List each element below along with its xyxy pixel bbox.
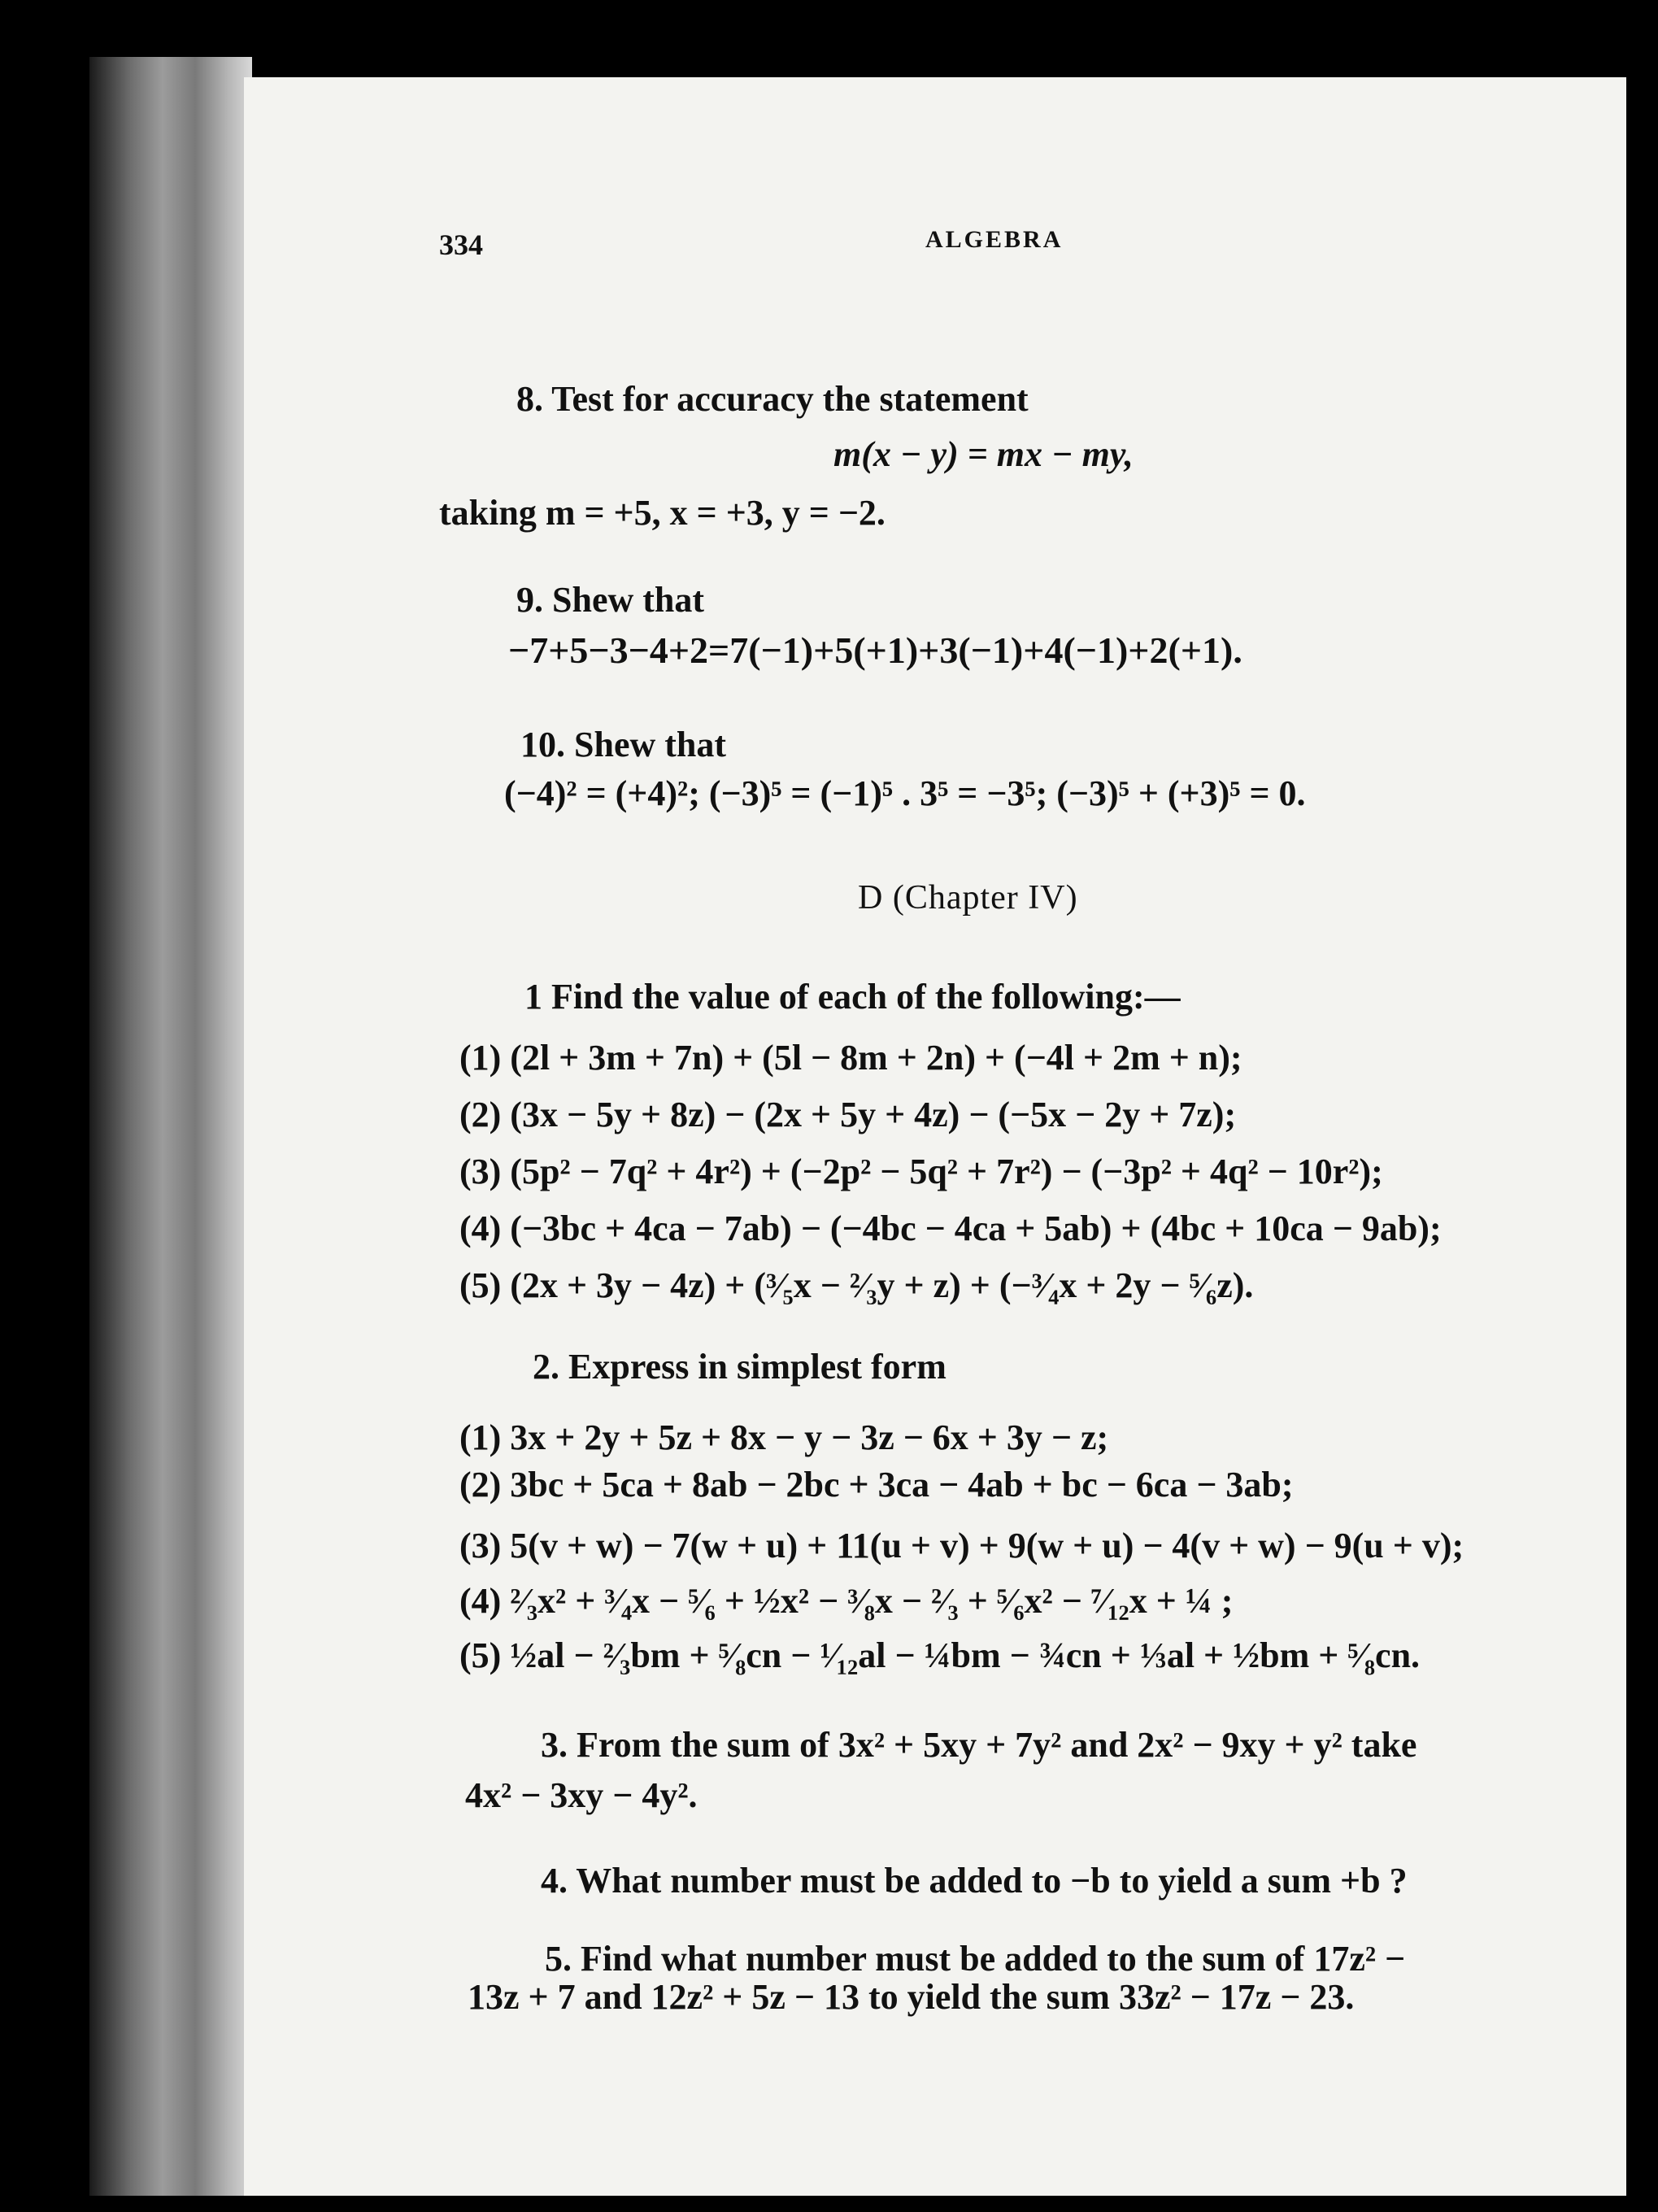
q2-item-3: (3) 5(v + w) − 7(w + u) + 11(u + v) + 9(w + u) − 4(v + w) − 9(u + v); [459,1526,1464,1565]
q2-item-2: (2) 3bc + 5ca + 8ab − 2bc + 3ca − 4ab + bc − 6ca − 3ab; [459,1465,1294,1504]
q4-line-1: 4. What number must be added to −b to yield a sum +b ? [541,1861,1408,1901]
q5-line-1: 5. Find what number must be added to the sum of 17z² − [545,1939,1406,1979]
problem-8-equation: m(x − y) = mx − my, [833,434,1134,474]
q1-item-3: (3) (5p² − 7q² + 4r²) + (−2p² − 5q² + 7r²) − (−3p² + 4q² − 10r²); [459,1152,1383,1191]
q1-item-5: (5) (2x + 3y − 4z) + (³⁄₅x − ²⁄₃y + z) + (−³⁄₄x + 2y − ⁵⁄₆z). [459,1265,1254,1305]
problem-9-equation: −7+5−3−4+2=7(−1)+5(+1)+3(−1)+4(−1)+2(+1). [508,629,1242,671]
page-number: 334 [439,229,483,261]
q1-item-4: (4) (−3bc + 4ca − 7ab) − (−4bc − 4ca + 5ab) + (4bc + 10ca − 9ab); [459,1208,1442,1248]
problem-8-prompt: 8. Test for accuracy the statement [516,379,1029,419]
problem-10-prompt: 10. Shew that [520,725,727,764]
problem-9-prompt: 9. Shew that [516,580,705,620]
q1-item-1: (1) (2l + 3m + 7n) + (5l − 8m + 2n) + (−4l + 2m + n); [459,1038,1242,1078]
section-heading: D (Chapter IV) [858,879,1078,917]
q3-line-2: 4x² − 3xy − 4y². [465,1775,698,1815]
q1-prompt: 1 Find the value of each of the following:— [524,977,1181,1017]
q2-item-4: (4) ²⁄₃x² + ³⁄₄x − ⁵⁄₆ + ½x² − ³⁄₈x − ²⁄₃ + ⁵⁄₆x² − ⁷⁄₁₂x + ¼ ; [459,1581,1234,1621]
q2-prompt: 2. Express in simplest form [533,1347,946,1387]
book-spine [89,57,252,2196]
q1-item-2: (2) (3x − 5y + 8z) − (2x + 5y + 4z) − (−5x − 2y + 7z); [459,1095,1237,1134]
problem-10-equation: (−4)² = (+4)²; (−3)⁵ = (−1)⁵ . 3⁵ = −3⁵; (−3)⁵ + (+3)⁵ = 0. [504,773,1306,813]
book-page [244,77,1626,2196]
q2-item-1: (1) 3x + 2y + 5z + 8x − y − 3z − 6x + 3y − z; [459,1417,1109,1457]
problem-8-condition: taking m = +5, x = +3, y = −2. [439,493,886,533]
q5-line-2: 13z + 7 and 12z² + 5z − 13 to yield the sum 33z² − 17z − 23. [468,1977,1355,2017]
q3-line-1: 3. From the sum of 3x² + 5xy + 7y² and 2x² − 9xy + y² take [541,1725,1417,1765]
q2-item-5: (5) ½al − ²⁄₃bm + ⁵⁄₈cn − ¹⁄₁₂al − ¼bm − ¾cn + ⅓al + ½bm + ⁵⁄₈cn. [459,1635,1421,1675]
running-title: ALGEBRA [925,226,1064,253]
